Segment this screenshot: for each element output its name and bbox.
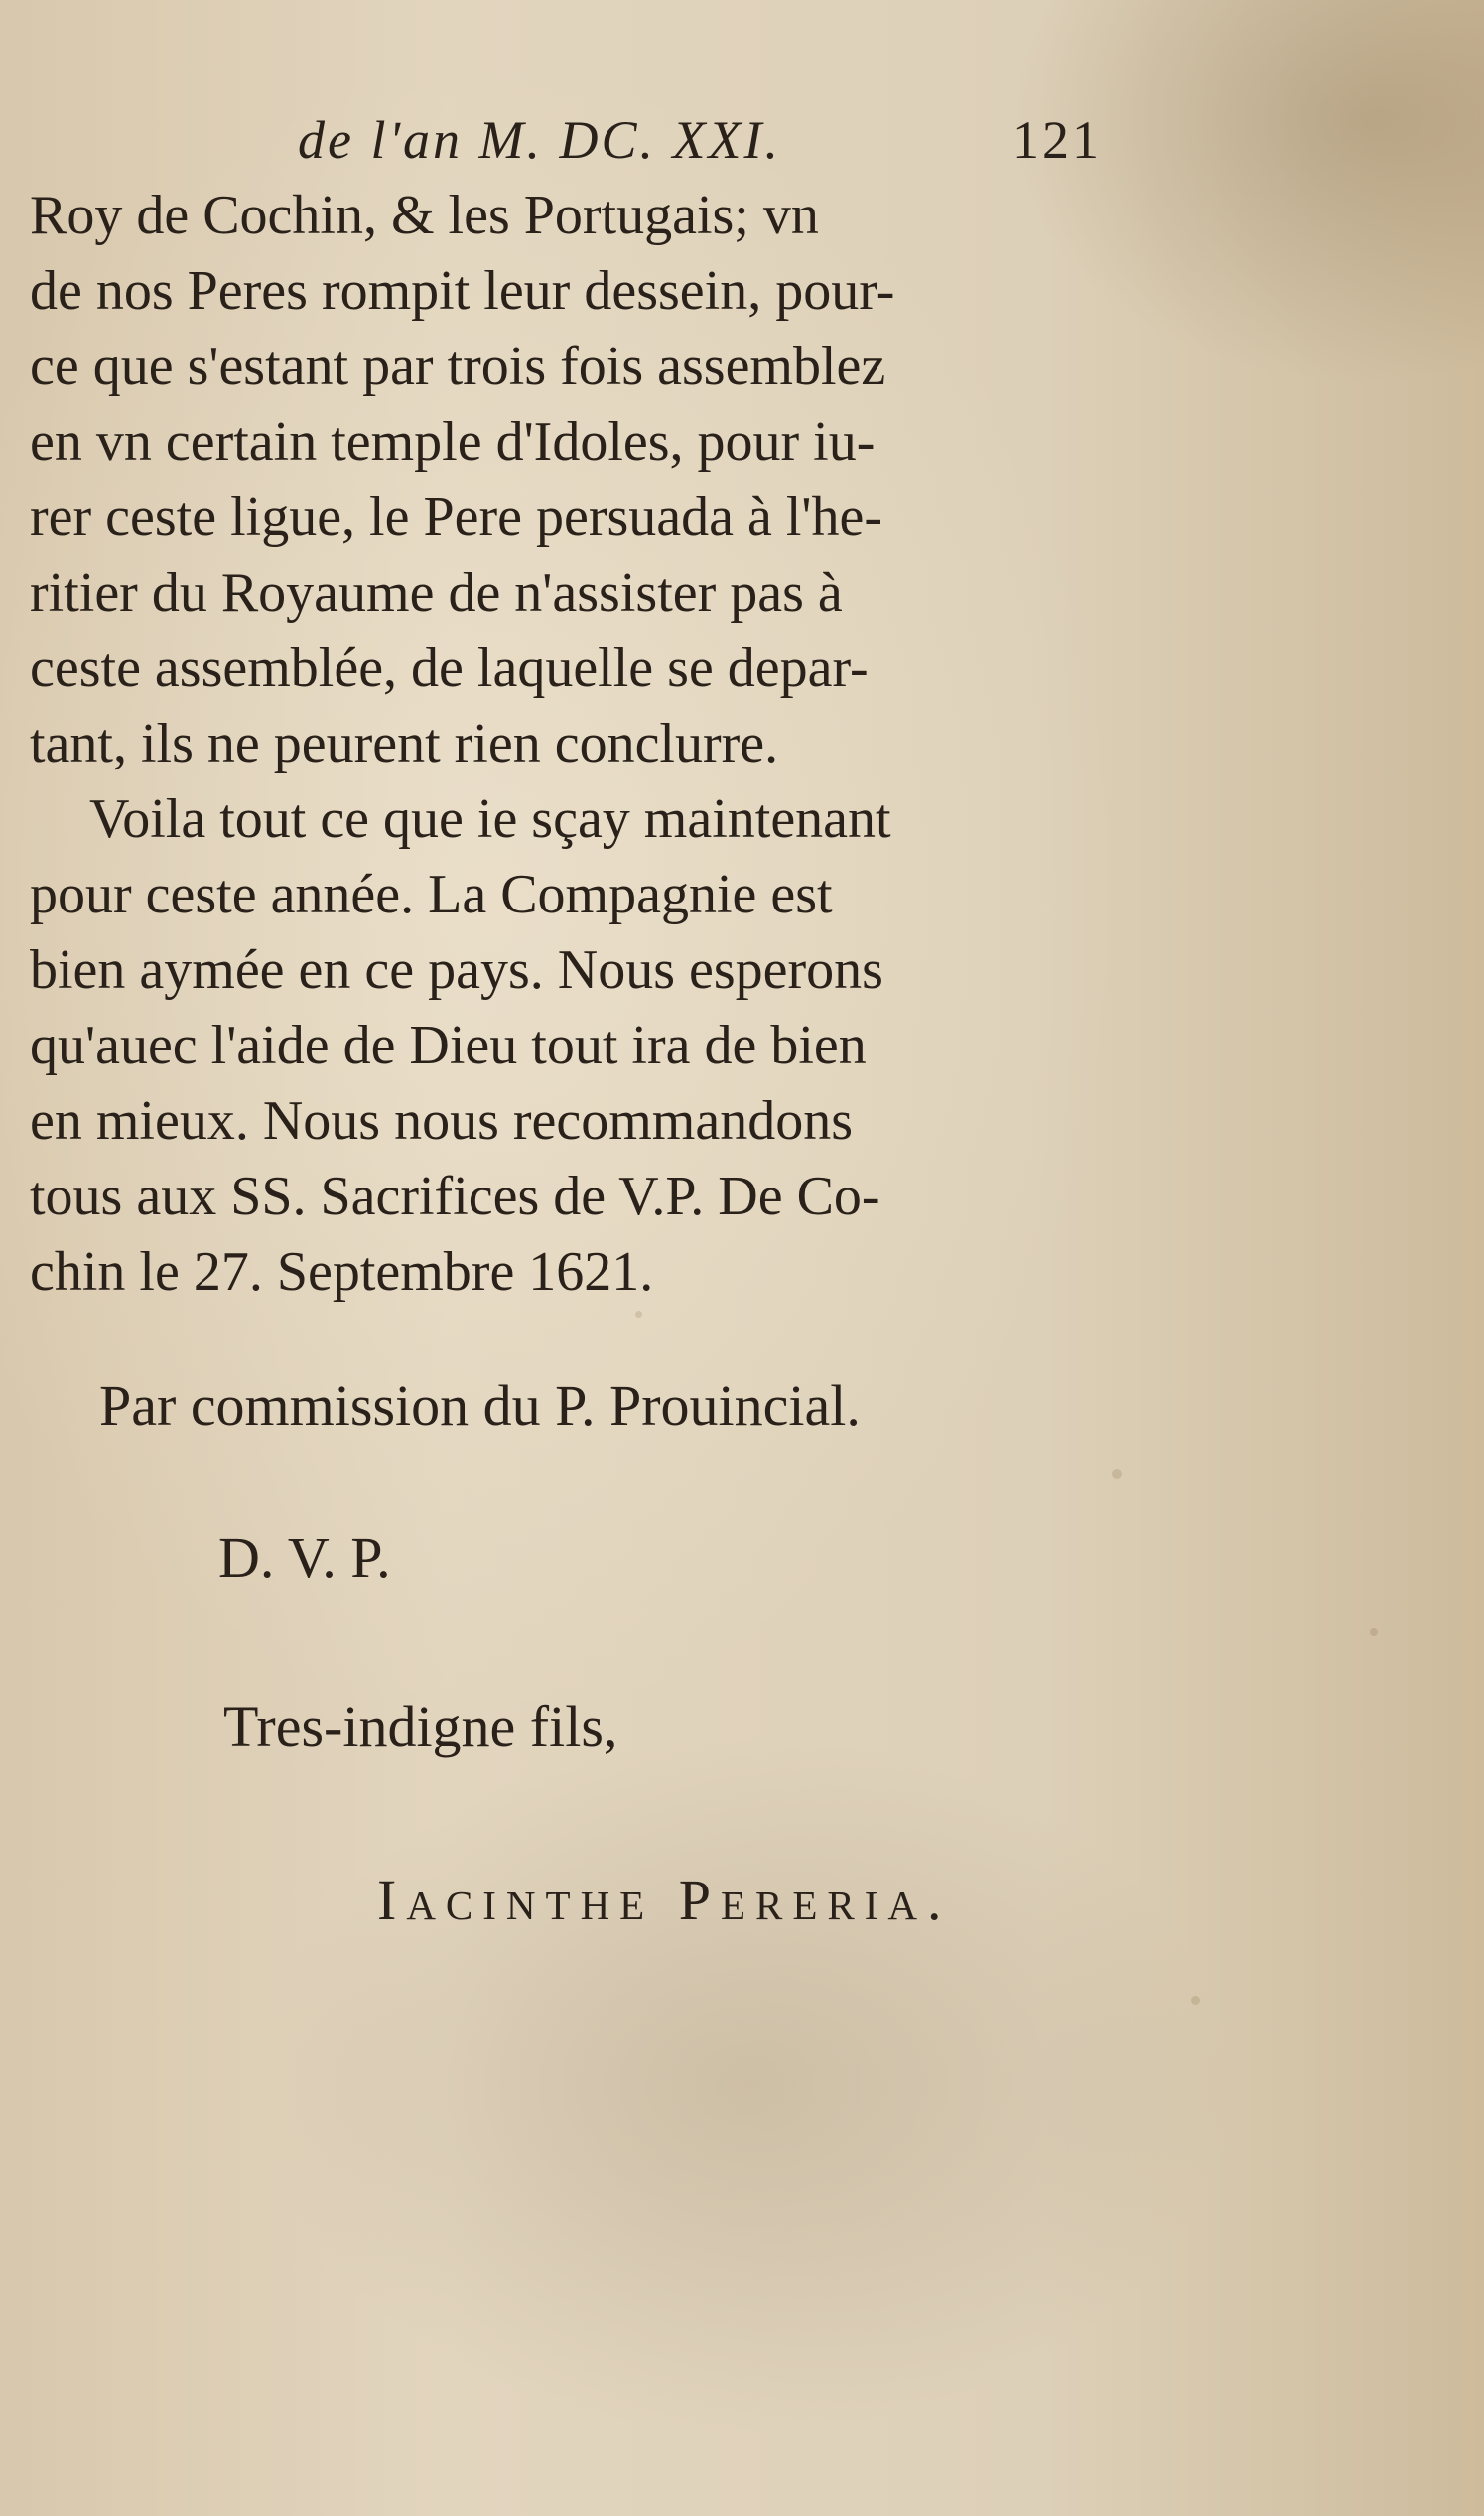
text-line: tant, ils ne peurent rien conclurre. [30, 713, 779, 774]
dvp-line: D. V. P. [218, 1525, 391, 1590]
paper-spot [1191, 1996, 1200, 2005]
text-line: rer ceste ligue, le Pere persuada à l'he- [30, 487, 882, 548]
text-line: ce que s'estant par trois fois assemblez [30, 336, 886, 397]
signature: Iacinthe Pereria. [377, 1868, 952, 1932]
text-line: Voila tout ce que ie sçay maintenant [89, 788, 891, 850]
text-line: bien aymée en ce pays. Nous esperons [30, 939, 883, 1001]
text-line: pour ceste année. La Compagnie est [30, 864, 833, 925]
text-line: de nos Peres rompit leur dessein, pour- [30, 260, 895, 322]
paper-spot [635, 1311, 642, 1318]
paper-spot [1370, 1628, 1378, 1636]
commission-line: Par commission du P. Prouincial. [99, 1373, 861, 1438]
text-line: en vn certain temple d'Idoles, pour iu- [30, 411, 876, 473]
text-line: en mieux. Nous nous recommandons [30, 1090, 853, 1152]
text-line: chin le 27. Septembre 1621. [30, 1241, 654, 1303]
text-line: qu'auec l'aide de Dieu tout ira de bien [30, 1015, 867, 1076]
text-line: ceste assemblée, de laquelle se depar- [30, 637, 869, 699]
text-line: ritier du Royaume de n'assister pas à [30, 562, 843, 624]
signoff-line: Tres-indigne fils, [223, 1694, 618, 1758]
paper-spot [1112, 1469, 1122, 1479]
running-title: de l'an M. DC. XXI. [298, 110, 781, 170]
text-line: Roy de Cochin, & les Portugais; vn [30, 185, 819, 246]
text-line: tous aux SS. Sacrifices de V.P. De Co- [30, 1166, 880, 1227]
page-number: 121 [1012, 110, 1102, 170]
page-header [298, 109, 1122, 179]
